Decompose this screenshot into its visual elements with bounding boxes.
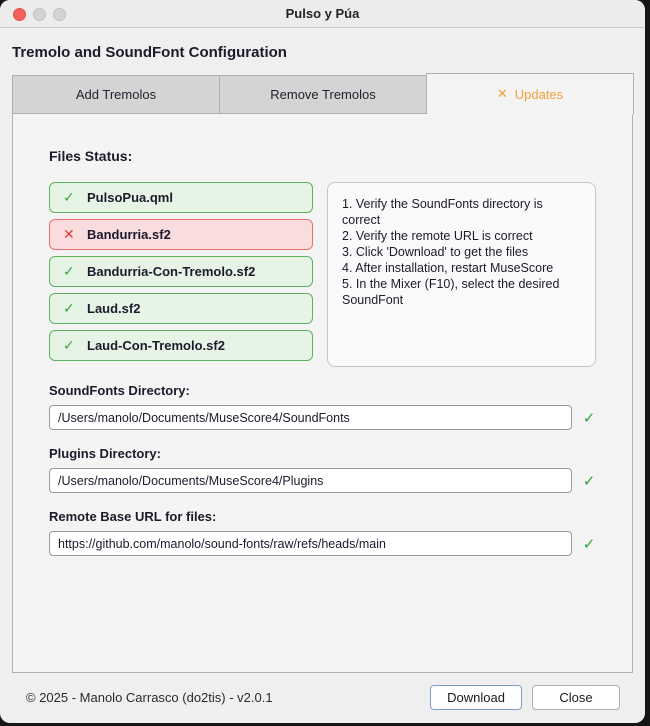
instruction-line: 3. Click 'Download' to get the files [342, 245, 529, 259]
soundfonts-directory-input[interactable] [49, 405, 572, 430]
remote-url-field [49, 509, 596, 556]
footer [12, 673, 633, 710]
field-row [49, 531, 596, 556]
instruction-line: 2. Verify the remote URL is correct [342, 229, 533, 243]
soundfonts-directory-label: SoundFonts Directory: [49, 383, 190, 398]
file-name: Bandurria-Con-Tremolo.sf2 [87, 264, 256, 279]
check-icon: ✓ [63, 189, 75, 205]
status-layout [49, 182, 596, 367]
soundfonts-directory-field [49, 383, 596, 430]
file-name: PulsoPua.qml [87, 190, 173, 205]
x-icon: ✕ [496, 86, 508, 101]
tab-add-tremolos[interactable] [12, 75, 220, 114]
page-title: Tremolo and SoundFont Configuration [12, 44, 287, 61]
x-icon: ✕ [63, 226, 75, 242]
footer-buttons [430, 685, 620, 710]
titlebar [0, 0, 645, 28]
field-row [49, 405, 596, 430]
check-icon: ✓ [582, 409, 596, 427]
files-status-heading: Files Status: [49, 148, 133, 164]
updates-tab-panel [12, 113, 633, 673]
plugins-directory-label: Plugins Directory: [49, 446, 161, 461]
check-icon: ✓ [63, 263, 75, 279]
copyright-text: © 2025 - Manolo Carrasco (do2tis) - v2.0.1 [26, 690, 273, 705]
remote-url-label: Remote Base URL for files: [49, 509, 217, 524]
close-button[interactable]: Close [532, 685, 620, 710]
check-icon: ✓ [63, 337, 75, 353]
plugins-directory-field [49, 446, 596, 493]
instruction-line: 4. After installation, restart MuseScore [342, 261, 554, 275]
tab-label: Remove Tremolos [270, 87, 376, 102]
instruction-line: 1. Verify the SoundFonts directory is correct [342, 197, 543, 227]
check-icon: ✓ [582, 472, 596, 490]
file-name: Laud.sf2 [87, 301, 141, 316]
traffic-lights [13, 0, 66, 28]
check-icon: ✓ [63, 300, 75, 316]
field-row [49, 468, 596, 493]
file-status-row [49, 219, 313, 250]
minimize-window-icon [33, 8, 46, 21]
file-status-row [49, 330, 313, 361]
instruction-line: 5. In the Mixer (F10), select the desired SoundFont [342, 277, 560, 307]
main-area [0, 44, 645, 710]
file-name: Laud-Con-Tremolo.sf2 [87, 338, 225, 353]
tab-bar [12, 73, 633, 114]
files-status-list [49, 182, 313, 367]
file-status-row [49, 293, 313, 324]
tab-label: Add Tremolos [75, 87, 157, 102]
tab-remove-tremolos[interactable] [219, 75, 427, 114]
window-title: Pulso y Púa [285, 6, 360, 21]
tab-label: Updates [514, 86, 564, 102]
download-button[interactable]: Download [430, 685, 522, 710]
file-name: Bandurria.sf2 [87, 227, 171, 242]
file-status-row [49, 256, 313, 287]
zoom-window-icon [53, 8, 66, 21]
tab-updates[interactable] [426, 73, 634, 114]
close-window-icon[interactable] [13, 8, 26, 21]
file-status-row [49, 182, 313, 213]
remote-url-input[interactable] [49, 531, 572, 556]
instructions-panel [327, 182, 596, 367]
check-icon: ✓ [582, 535, 596, 553]
plugins-directory-input[interactable] [49, 468, 572, 493]
